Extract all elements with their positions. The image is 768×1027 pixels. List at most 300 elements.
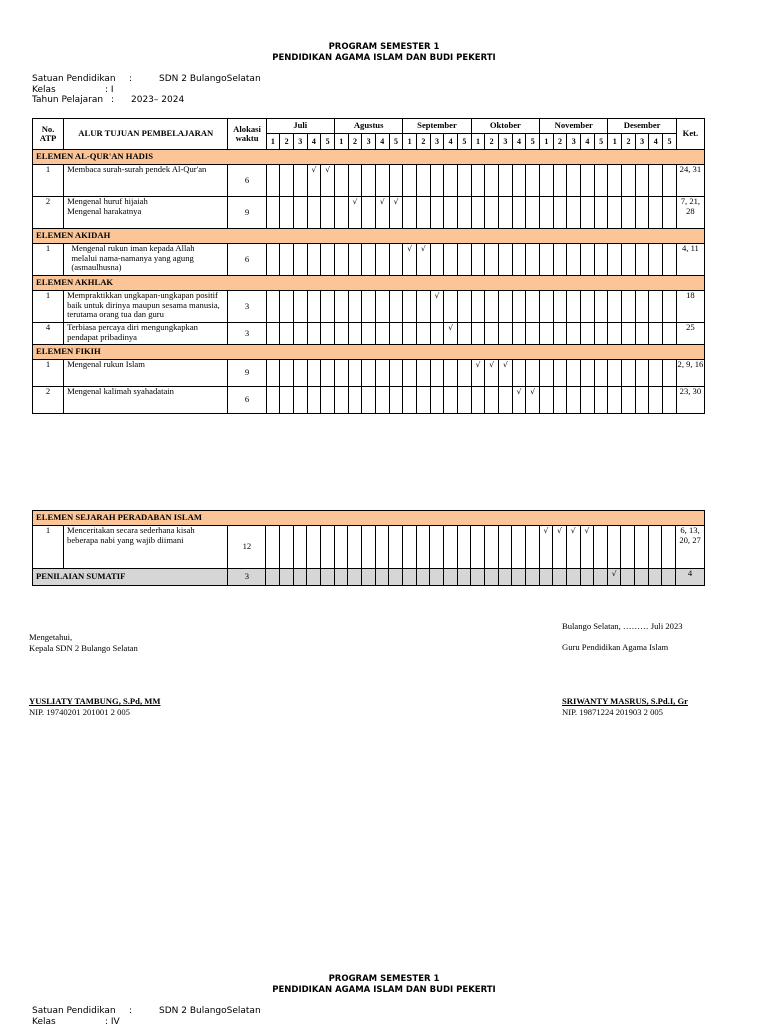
week-cell [594, 387, 608, 414]
week-cell [553, 360, 567, 387]
sejarah-sumatif-table [32, 510, 705, 586]
week-cell [567, 387, 581, 414]
week-cell [567, 360, 581, 387]
week-cell [581, 291, 595, 323]
section-row [33, 229, 705, 244]
week-cell [540, 291, 554, 323]
week-cell [389, 165, 403, 197]
week-cell [348, 323, 362, 345]
week-check: √ [553, 526, 567, 569]
atp-row [33, 244, 705, 276]
week-cell [608, 323, 622, 345]
week-cell [540, 244, 554, 276]
atp-description: Mengenal kalimah syahadatain [64, 387, 228, 414]
header-week: 3 [635, 134, 649, 150]
week-cell [416, 323, 430, 345]
week-cell [594, 244, 608, 276]
week-cell [539, 569, 553, 586]
section-row [33, 150, 705, 165]
doc2-satuan-value: SDN 2 BulangoSelatan [159, 1006, 261, 1016]
week-cell [484, 526, 498, 569]
week-cell [348, 244, 362, 276]
week-check: √ [539, 526, 553, 569]
week-cell [458, 244, 472, 276]
headmaster-name: YUSLIATY TAMBUNG, S.Pd, MM [29, 696, 160, 707]
week-cell [649, 291, 663, 323]
week-cell [608, 165, 622, 197]
section-label: ELEMEN SEJARAH PERADABAN ISLAM [33, 511, 705, 526]
atp-number: 2 [33, 387, 64, 414]
week-cell [581, 360, 595, 387]
atp-row [33, 526, 705, 569]
week-cell [458, 291, 472, 323]
week-cell [553, 323, 567, 345]
atp-description: Menceritakan secara sederhana kisah beberapa nabi yang wajib diimani [64, 526, 228, 569]
week-cell [266, 526, 280, 569]
week-cell [375, 387, 389, 414]
week-cell [444, 387, 458, 414]
ket-cell: 4 [676, 569, 705, 586]
week-cell [458, 197, 472, 229]
summative-row [33, 569, 705, 586]
header-week: 2 [416, 134, 430, 150]
header-month: September [403, 119, 471, 134]
week-cell [402, 569, 416, 586]
week-check: √ [566, 526, 580, 569]
doc-title [0, 42, 768, 64]
week-cell [485, 244, 499, 276]
week-cell [512, 323, 526, 345]
week-cell [293, 165, 307, 197]
week-cell [567, 291, 581, 323]
teacher-name: SRIWANTY MASRUS, S.Pd.I, Gr [562, 696, 688, 707]
week-cell [443, 526, 457, 569]
week-cell [416, 569, 430, 586]
week-cell [540, 360, 554, 387]
section-label: ELEMEN AKHLAK [33, 276, 705, 291]
doc2-info-satuan [32, 1006, 261, 1017]
allocation-cell: 3 [228, 291, 266, 323]
doc2-title-line2: PENDIDIKAN AGAMA ISLAM DAN BUDI PEKERTI [0, 985, 768, 996]
header-week: 4 [375, 134, 389, 150]
info-tahun-label: Tahun Pelajaran [32, 95, 111, 106]
week-cell [499, 197, 513, 229]
week-cell [293, 387, 307, 414]
week-cell [540, 197, 554, 229]
week-check: √ [348, 197, 362, 229]
doc2-title-line1: PROGRAM SEMESTER 1 [0, 974, 768, 985]
week-cell [334, 165, 348, 197]
week-cell [280, 323, 294, 345]
week-cell [280, 569, 294, 586]
week-cell [430, 360, 444, 387]
header-week: 5 [389, 134, 403, 150]
info-satuan-sep: : [129, 74, 159, 85]
week-cell [458, 360, 472, 387]
week-cell [266, 569, 280, 586]
week-cell [389, 244, 403, 276]
week-cell [581, 197, 595, 229]
week-cell [553, 197, 567, 229]
week-cell [649, 244, 663, 276]
week-cell [266, 387, 280, 414]
week-cell [389, 387, 403, 414]
week-cell [403, 165, 417, 197]
allocation-cell: 3 [228, 323, 266, 345]
atp-description: Terbiasa percaya diri mengungkapkan pendapat pribadinya [64, 323, 228, 345]
week-cell [321, 291, 335, 323]
doc2-kelas-label: Kelas [32, 1017, 105, 1027]
week-cell [375, 360, 389, 387]
section-label: ELEMEN AL-QUR'AN HADIS [33, 150, 705, 165]
week-cell [512, 165, 526, 197]
atp-row [33, 360, 705, 387]
week-cell [608, 244, 622, 276]
ket-cell: 24, 31 [676, 165, 704, 197]
week-check: √ [444, 323, 458, 345]
doc2-satuan-sep: : [129, 1006, 159, 1017]
week-cell [471, 244, 485, 276]
info-tahun-value: 2023– 2024 [131, 95, 184, 105]
week-cell [594, 526, 608, 569]
atp-number: 1 [33, 165, 64, 197]
week-cell [663, 197, 677, 229]
week-cell [608, 387, 622, 414]
week-cell [307, 197, 321, 229]
week-cell [622, 360, 636, 387]
header-week: 1 [540, 134, 554, 150]
week-cell [362, 165, 376, 197]
week-cell [498, 569, 512, 586]
week-cell [622, 291, 636, 323]
header-week: 5 [458, 134, 472, 150]
info-tahun-sep: : [111, 95, 131, 106]
section-row [33, 511, 705, 526]
week-cell [375, 526, 389, 569]
week-cell [512, 526, 526, 569]
week-cell [375, 569, 389, 586]
week-cell [307, 360, 321, 387]
allocation-cell: 6 [228, 165, 266, 197]
week-cell [622, 323, 636, 345]
week-cell [649, 165, 663, 197]
week-cell [635, 323, 649, 345]
header-week: 1 [266, 134, 280, 150]
atp-number: 4 [33, 323, 64, 345]
week-cell [635, 165, 649, 197]
week-cell [266, 197, 280, 229]
week-cell [526, 197, 540, 229]
week-cell [403, 323, 417, 345]
week-cell [663, 387, 677, 414]
week-check: √ [403, 244, 417, 276]
week-cell [622, 165, 636, 197]
header-week: 4 [444, 134, 458, 150]
week-check: √ [512, 387, 526, 414]
week-cell [525, 569, 539, 586]
week-cell [280, 197, 294, 229]
week-cell [663, 323, 677, 345]
week-cell [499, 291, 513, 323]
week-cell [348, 291, 362, 323]
week-cell [266, 291, 280, 323]
week-check: √ [430, 291, 444, 323]
header-week: 1 [403, 134, 417, 150]
week-cell [485, 291, 499, 323]
allocation-cell: 6 [228, 387, 266, 414]
week-check: √ [499, 360, 513, 387]
week-cell [553, 165, 567, 197]
week-cell [389, 526, 403, 569]
week-cell [471, 387, 485, 414]
week-cell [607, 526, 621, 569]
week-cell [662, 569, 676, 586]
week-cell [266, 165, 280, 197]
week-check: √ [389, 197, 403, 229]
week-cell [581, 165, 595, 197]
header-alokasi: Alokasi waktu [228, 119, 266, 150]
week-check: √ [526, 387, 540, 414]
signature-left-line2: Kepala SDN 2 Bulango Selatan [29, 643, 138, 654]
week-cell [280, 387, 294, 414]
header-month: Desember [608, 119, 676, 134]
week-cell [540, 323, 554, 345]
week-cell [635, 291, 649, 323]
week-cell [498, 526, 512, 569]
week-cell [663, 360, 677, 387]
doc-title-line1: PROGRAM SEMESTER 1 [0, 42, 768, 53]
week-cell [512, 569, 526, 586]
header-month: November [540, 119, 608, 134]
week-cell [567, 165, 581, 197]
week-cell [499, 244, 513, 276]
doc2-kelas-value: : IV [105, 1017, 120, 1027]
week-cell [594, 323, 608, 345]
week-cell [321, 360, 335, 387]
week-cell [485, 197, 499, 229]
week-check: √ [375, 197, 389, 229]
ket-cell: 2, 9, 16 [676, 360, 704, 387]
week-check: √ [321, 165, 335, 197]
week-cell [457, 569, 471, 586]
atp-row [33, 165, 705, 197]
signature-right [562, 696, 688, 718]
section-row [33, 276, 705, 291]
week-check: √ [485, 360, 499, 387]
week-cell [471, 569, 485, 586]
week-cell [649, 387, 663, 414]
week-cell [512, 197, 526, 229]
atp-description: Mengenal huruf hijaiah Mengenal harakatnya [64, 197, 228, 229]
header-week: 3 [499, 134, 513, 150]
week-cell [567, 244, 581, 276]
doc2-info-kelas [32, 1017, 261, 1027]
ket-cell: 6, 13, 20, 27 [676, 526, 705, 569]
week-cell [608, 197, 622, 229]
week-cell [402, 526, 416, 569]
week-cell [266, 360, 280, 387]
week-cell [458, 165, 472, 197]
week-cell [622, 197, 636, 229]
week-cell [334, 323, 348, 345]
week-cell [608, 360, 622, 387]
week-cell [649, 197, 663, 229]
week-cell [553, 387, 567, 414]
week-cell [293, 197, 307, 229]
week-cell [471, 165, 485, 197]
signature-right-role: Guru Pendidikan Agama Islam [562, 642, 668, 653]
week-cell [471, 291, 485, 323]
doc2-title [0, 974, 768, 996]
week-cell [334, 291, 348, 323]
week-check: √ [471, 360, 485, 387]
week-cell [648, 569, 662, 586]
week-cell [485, 387, 499, 414]
week-cell [512, 244, 526, 276]
header-month: Juli [266, 119, 334, 134]
week-cell [348, 165, 362, 197]
week-cell [403, 360, 417, 387]
week-cell [321, 387, 335, 414]
header-week: 2 [280, 134, 294, 150]
atp-number: 1 [33, 244, 64, 276]
week-cell [362, 569, 376, 586]
week-cell [416, 526, 430, 569]
week-cell [444, 165, 458, 197]
week-cell [334, 387, 348, 414]
week-cell [663, 244, 677, 276]
header-month: Agustus [334, 119, 402, 134]
week-cell [389, 291, 403, 323]
atp-number: 2 [33, 197, 64, 229]
week-cell [403, 387, 417, 414]
week-cell [321, 244, 335, 276]
week-cell [540, 165, 554, 197]
week-cell [512, 360, 526, 387]
header-week: 1 [334, 134, 348, 150]
week-cell [471, 323, 485, 345]
week-cell [499, 387, 513, 414]
week-cell [321, 569, 335, 586]
week-cell [321, 323, 335, 345]
week-cell [485, 165, 499, 197]
week-cell [430, 387, 444, 414]
week-cell [280, 165, 294, 197]
week-cell [348, 360, 362, 387]
doc-info [32, 74, 261, 106]
week-cell [458, 323, 472, 345]
summative-label: PENILAIAN SUMATIF [33, 569, 228, 586]
week-cell [293, 244, 307, 276]
week-cell [266, 323, 280, 345]
allocation-cell: 12 [228, 526, 266, 569]
atp-description: Mengenal rukun Islam [64, 360, 228, 387]
section-row [33, 345, 705, 360]
week-cell [430, 526, 444, 569]
week-cell [430, 323, 444, 345]
header-week: 2 [485, 134, 499, 150]
week-cell [444, 197, 458, 229]
week-cell [362, 244, 376, 276]
week-cell [334, 197, 348, 229]
week-cell [362, 360, 376, 387]
header-week: 2 [622, 134, 636, 150]
week-check: √ [580, 526, 594, 569]
week-cell [416, 360, 430, 387]
week-cell [635, 197, 649, 229]
week-cell [307, 291, 321, 323]
week-cell [444, 244, 458, 276]
header-month: Oktober [471, 119, 539, 134]
week-cell [594, 291, 608, 323]
week-cell [621, 526, 635, 569]
signature-left-heading [29, 632, 138, 654]
week-cell [635, 244, 649, 276]
ket-cell: 7, 21, 28 [676, 197, 704, 229]
allocation-cell: 9 [228, 197, 266, 229]
week-cell [403, 291, 417, 323]
atp-description: Mempraktikkan ungkapan-ungkapan positif baik untuk dirinya maupun sesama manusia, terutama orang tua dan guru [64, 291, 228, 323]
week-cell [375, 165, 389, 197]
week-cell [334, 244, 348, 276]
week-cell [458, 387, 472, 414]
header-week: 5 [321, 134, 335, 150]
week-cell [622, 387, 636, 414]
header-no-atp: No. ATP [33, 119, 64, 150]
week-cell [362, 323, 376, 345]
week-cell [389, 360, 403, 387]
week-cell [567, 323, 581, 345]
week-cell [525, 526, 539, 569]
week-cell [635, 360, 649, 387]
info-satuan [32, 74, 261, 85]
week-cell [307, 244, 321, 276]
week-cell [416, 197, 430, 229]
week-cell [553, 244, 567, 276]
week-cell [621, 569, 635, 586]
week-cell [348, 569, 362, 586]
week-cell [662, 526, 676, 569]
week-cell [499, 323, 513, 345]
week-cell [389, 569, 403, 586]
header-week: 1 [471, 134, 485, 150]
header-week: 5 [594, 134, 608, 150]
week-cell [499, 165, 513, 197]
atp-description: Mengenal rukun iman kepada Allah melalui nama-namanya yang agung (asmaulhusna) [64, 244, 228, 276]
week-cell [362, 526, 376, 569]
header-week: 3 [430, 134, 444, 150]
week-cell [553, 291, 567, 323]
week-cell [280, 291, 294, 323]
header-week: 4 [581, 134, 595, 150]
headmaster-nip: NIP. 19740201 201001 2 005 [29, 707, 160, 718]
week-cell [580, 569, 594, 586]
week-cell [416, 165, 430, 197]
week-cell [307, 323, 321, 345]
info-kelas-value: : I [105, 85, 114, 95]
atp-description: Membaca surah-surah pendek Al-Qur'an [64, 165, 228, 197]
week-cell [581, 244, 595, 276]
week-cell [608, 291, 622, 323]
week-cell [403, 197, 417, 229]
allocation-cell: 3 [228, 569, 266, 586]
week-cell [375, 244, 389, 276]
week-cell [307, 526, 321, 569]
signature-left [29, 696, 160, 718]
section-label: ELEMEN FIKIH [33, 345, 705, 360]
week-cell [485, 323, 499, 345]
section-label: ELEMEN AKIDAH [33, 229, 705, 244]
